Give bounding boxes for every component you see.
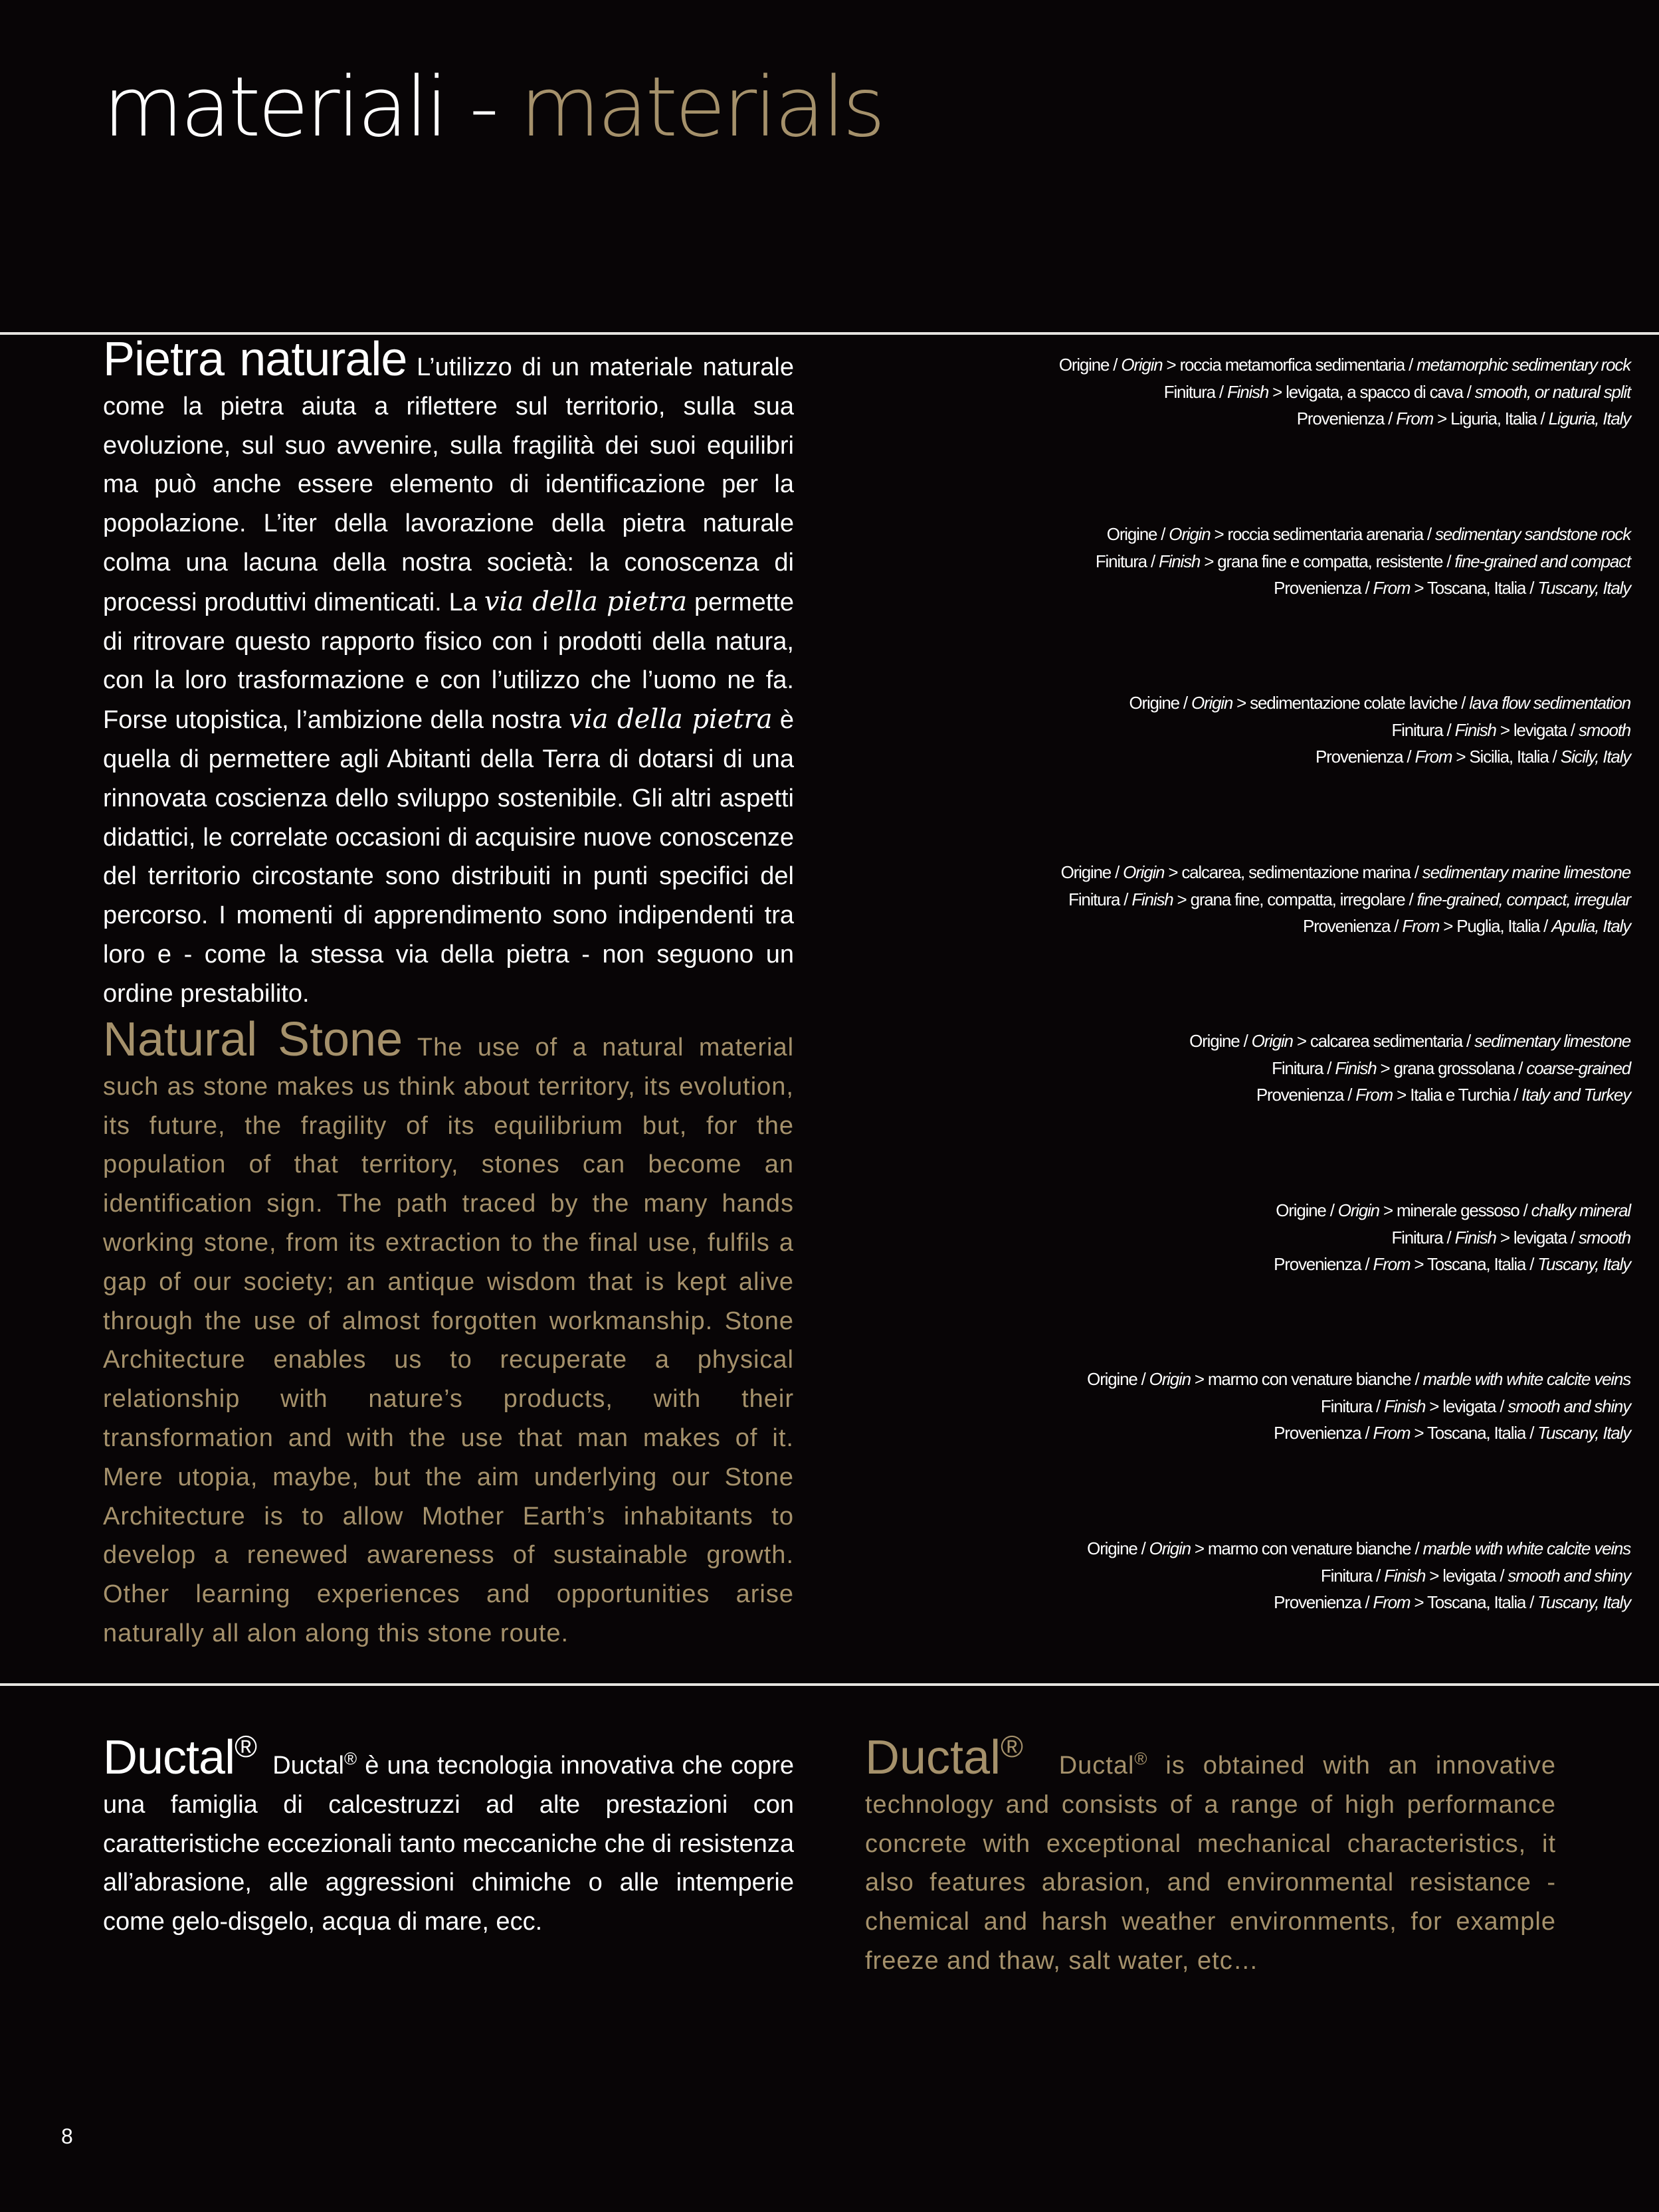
from-label: Provenienza / xyxy=(1274,1592,1369,1613)
origin-value-it: roccia metamorfica sedimentaria / xyxy=(1179,355,1413,375)
arrow: > xyxy=(1397,1085,1407,1105)
registered-mark: ® xyxy=(343,1748,357,1769)
spec-origin-line xyxy=(966,1028,1630,1055)
origin-label-en: Origin xyxy=(1191,693,1233,713)
origin-value-it: marmo con venature bianche / xyxy=(1207,1538,1419,1558)
from-value-it: Italia e Turchia / xyxy=(1410,1085,1518,1105)
spec-from-line xyxy=(966,1589,1630,1616)
spec-from-line xyxy=(966,743,1630,771)
origin-label-en: Origin xyxy=(1149,1538,1191,1558)
from-value-en: Sicily, Italy xyxy=(1560,747,1630,767)
from-value-it: Toscana, Italia / xyxy=(1426,1254,1534,1275)
finish-value-it: levigata / xyxy=(1442,1396,1504,1416)
ductal-italian-paragraph xyxy=(103,1729,794,1942)
pietra-naturale-paragraph xyxy=(103,333,795,1014)
finish-value-en: coarse-grained xyxy=(1526,1058,1630,1078)
from-label: Provenienza / xyxy=(1316,747,1411,767)
spec-finish-line xyxy=(966,548,1630,575)
arrow: > xyxy=(1296,1031,1306,1051)
from-value-en: Apulia, Italy xyxy=(1551,916,1630,937)
registered-mark: ® xyxy=(235,1729,256,1764)
from-value-it: Toscana, Italia / xyxy=(1426,1592,1534,1613)
arrow: > xyxy=(1414,578,1424,599)
origin-label: Origine / xyxy=(1276,1200,1334,1220)
arrow: > xyxy=(1272,381,1282,402)
origin-label: Origine / xyxy=(1087,1369,1145,1389)
from-label: Provenienza / xyxy=(1274,1254,1369,1275)
spec-finish-line xyxy=(966,886,1630,913)
spec-finish-line xyxy=(966,1393,1630,1420)
from-label-en: From xyxy=(1402,916,1440,937)
origin-label-en: Origin xyxy=(1337,1200,1379,1220)
natural-stone-heading: Natural Stone xyxy=(103,1013,403,1066)
origin-label: Origine / xyxy=(1189,1031,1248,1051)
registered-mark: ® xyxy=(1134,1748,1148,1769)
finish-value-it: levigata, a spacco di cava / xyxy=(1286,381,1471,402)
arrow: > xyxy=(1429,1565,1439,1586)
from-label: Provenienza / xyxy=(1296,409,1393,429)
spec-finish-line xyxy=(966,717,1630,744)
origin-label-en: Origin xyxy=(1169,524,1211,544)
spec-origin-line xyxy=(966,1535,1630,1562)
finish-value-it: levigata / xyxy=(1513,1227,1575,1247)
bottom-divider xyxy=(0,1683,1659,1686)
origin-label-en: Origin xyxy=(1251,1031,1293,1051)
origin-value-it: sedimentazione colate laviche / xyxy=(1250,693,1466,713)
from-value-en: Tuscany, Italy xyxy=(1537,1592,1630,1613)
pietra-text-3: è quella di permettere agli Abitanti della Terra di dotarsi di una rinnovata coscienza dello sviluppo sostenibile. Gli altri aspetti didattici, le correlate occasioni di acquisire nuove conoscenze del territorio circostante sono distribuiti in punti specifici del percorso. I momenti di apprendimento sono indipendenti tra loro e - come la stessa via della pietra - non seguono un ordine prestabilito. xyxy=(103,706,794,1008)
origin-label: Origine / xyxy=(1060,862,1120,882)
spec-from-line xyxy=(966,575,1630,602)
spec-origin-line xyxy=(966,1197,1630,1224)
finish-label-en: Finish xyxy=(1335,1058,1377,1078)
arrow: > xyxy=(1414,1254,1424,1275)
arrow: > xyxy=(1168,862,1178,882)
origin-value-it: minerale gessoso / xyxy=(1396,1200,1527,1220)
origin-value-it: marmo con venature bianche / xyxy=(1207,1369,1419,1389)
spec-block xyxy=(966,690,1630,771)
finish-value-en: smooth xyxy=(1578,719,1630,740)
origin-label: Origine / xyxy=(1058,355,1118,375)
finish-value-en: smooth and shiny xyxy=(1508,1396,1630,1416)
spec-block xyxy=(966,1197,1630,1278)
arrow: > xyxy=(1429,1396,1439,1416)
page-title-italian: materiali xyxy=(103,60,446,155)
spec-finish-line xyxy=(966,379,1630,406)
origin-value-en: sedimentary limestone xyxy=(1474,1031,1630,1051)
finish-label: Finitura / xyxy=(1095,551,1155,571)
from-value-en: Tuscany, Italy xyxy=(1537,1254,1630,1275)
finish-value-it: levigata / xyxy=(1442,1565,1504,1586)
pietra-text-2: permette di ritrovare questo rapporto fisico con i prodotti della natura, con la loro trasformazione e con l’utilizzo che l’uomo ne fa. Forse utopistica, l’ambizione della nostra xyxy=(103,588,795,735)
arrow: > xyxy=(1500,1227,1510,1247)
finish-label-en: Finish xyxy=(1384,1565,1426,1586)
origin-label: Origine / xyxy=(1129,693,1187,713)
arrow: > xyxy=(1456,747,1466,767)
finish-value-it: levigata / xyxy=(1513,719,1575,740)
pietra-naturale-heading: Pietra naturale xyxy=(103,333,407,386)
from-label-en: From xyxy=(1373,578,1411,599)
page-title-separator: - xyxy=(446,60,520,155)
finish-label-en: Finish xyxy=(1454,1227,1496,1247)
from-value-it: Toscana, Italia / xyxy=(1426,1423,1534,1443)
arrow: > xyxy=(1380,1058,1390,1078)
ductal-english-heading xyxy=(865,1731,1023,1784)
finish-label: Finitura / xyxy=(1391,1227,1451,1247)
page-title-english: materials xyxy=(520,60,883,155)
spec-from-line xyxy=(966,913,1630,940)
page-title xyxy=(103,61,883,154)
origin-value-en: lava flow sedimentation xyxy=(1469,693,1630,713)
from-label: Provenienza / xyxy=(1256,1085,1352,1105)
finish-label-en: Finish xyxy=(1159,551,1201,571)
arrow: > xyxy=(1437,409,1447,429)
finish-label-en: Finish xyxy=(1131,889,1173,909)
ductal-italian-text: è una tecnologia innovativa che copre una famiglia di calcestruzzi ad alte prestazioni con caratteristiche eccezionali tanto meccaniche che di resistenza all’abrasione, alle aggressioni chimiche o alle intemperie come gelo-disgelo, acqua di mare, ecc. xyxy=(103,1752,794,1936)
from-label-en: From xyxy=(1373,1592,1411,1613)
from-label-en: From xyxy=(1355,1085,1393,1105)
from-label: Provenienza / xyxy=(1274,1423,1369,1443)
spec-origin-line xyxy=(966,859,1630,886)
from-label: Provenienza / xyxy=(1274,578,1369,599)
spec-block xyxy=(966,859,1630,940)
page-number: 8 xyxy=(61,2124,73,2148)
from-value-it: Toscana, Italia / xyxy=(1426,578,1534,599)
from-label: Provenienza / xyxy=(1302,916,1399,937)
finish-value-en: smooth xyxy=(1578,1227,1630,1247)
spec-from-line xyxy=(966,1251,1630,1278)
arrow: > xyxy=(1236,693,1246,713)
origin-label-en: Origin xyxy=(1123,862,1165,882)
spec-from-line xyxy=(966,1081,1630,1109)
arrow: > xyxy=(1194,1538,1204,1558)
ductal-english-paragraph xyxy=(865,1729,1556,1981)
origin-value-en: sedimentary marine limestone xyxy=(1422,862,1630,882)
from-value-it: Puglia, Italia / xyxy=(1456,916,1548,937)
from-label-en: From xyxy=(1415,747,1452,767)
finish-value-en: smooth and shiny xyxy=(1508,1565,1630,1586)
arrow: > xyxy=(1500,719,1510,740)
arrow: > xyxy=(1414,1592,1424,1613)
finish-label-en: Finish xyxy=(1454,719,1496,740)
origin-value-en: sedimentary sandstone rock xyxy=(1435,524,1630,544)
finish-label: Finitura / xyxy=(1272,1058,1331,1078)
finish-value-it: grana fine e compatta, resistente / xyxy=(1217,551,1451,571)
from-value-en: Tuscany, Italy xyxy=(1537,1423,1630,1443)
origin-value-it: roccia sedimentaria arenaria / xyxy=(1227,524,1431,544)
arrow: > xyxy=(1177,889,1187,909)
from-value-en: Tuscany, Italy xyxy=(1537,578,1630,599)
spec-from-line xyxy=(966,405,1630,432)
finish-label: Finitura / xyxy=(1320,1396,1381,1416)
arrow: > xyxy=(1443,916,1453,937)
spec-from-line xyxy=(966,1420,1630,1447)
ductal-italian-heading xyxy=(103,1731,256,1784)
spec-origin-line xyxy=(966,521,1630,548)
from-label-en: From xyxy=(1373,1423,1411,1443)
spec-block xyxy=(966,1028,1630,1109)
finish-label: Finitura / xyxy=(1068,889,1128,909)
finish-value-it: grana fine, compatta, irregolare / xyxy=(1190,889,1413,909)
spec-block xyxy=(966,1366,1630,1447)
origin-label: Origine / xyxy=(1087,1538,1145,1558)
spec-origin-line xyxy=(966,1366,1630,1393)
finish-label-en: Finish xyxy=(1384,1396,1426,1416)
from-value-it: Sicilia, Italia / xyxy=(1469,747,1557,767)
arrow: > xyxy=(1414,1423,1424,1443)
arrow: > xyxy=(1166,355,1176,375)
spec-origin-line xyxy=(966,351,1630,379)
finish-label: Finitura / xyxy=(1163,381,1223,402)
spec-finish-line xyxy=(966,1562,1630,1590)
ductal-name: Ductal xyxy=(1058,1752,1135,1780)
origin-value-en: metamorphic sedimentary rock xyxy=(1416,355,1630,375)
finish-label: Finitura / xyxy=(1320,1565,1381,1586)
spec-origin-line xyxy=(966,690,1630,717)
finish-label-en: Finish xyxy=(1226,381,1269,402)
finish-value-en: smooth, or natural split xyxy=(1474,381,1630,402)
natural-stone-paragraph xyxy=(103,1013,795,1653)
from-value-en: Liguria, Italy xyxy=(1548,409,1630,429)
from-value-it: Liguria, Italia / xyxy=(1450,409,1545,429)
arrow: > xyxy=(1214,524,1224,544)
from-value-en: Italy and Turkey xyxy=(1521,1085,1630,1105)
finish-value-en: fine-grained, compact, irregular xyxy=(1416,889,1630,909)
spec-finish-line xyxy=(966,1055,1630,1082)
ductal-english-text: is obtained with an innovative technology and consists of a range of high performance concrete with exceptional mechanical characteristics, it also features abrasion, and environmental resistance -chemical and harsh weather environments, for example freeze and thaw, salt water, etc… xyxy=(865,1752,1556,1975)
pietra-text-1: L’utilizzo di un materiale naturale come la pietra aiuta a riflettere sul territorio, sulla sua evoluzione, sul suo avvenire, sulla fragilità dei suoi equilibri ma può anche essere elemento di identificazione per la popolazione. L’iter della lavorazione della pietra naturale colma una lacuna della nostra società: la conoscenza di processi produttivi dimenticati. La xyxy=(103,353,794,616)
ductal-heading-text: Ductal xyxy=(103,1731,235,1784)
from-label-en: From xyxy=(1373,1254,1411,1275)
origin-value-en: chalky mineral xyxy=(1531,1200,1630,1220)
origin-value-it: calcarea, sedimentazione marina / xyxy=(1181,862,1418,882)
arrow: > xyxy=(1194,1369,1204,1389)
spec-block xyxy=(966,351,1630,432)
origin-value-en: marble with white calcite veins xyxy=(1422,1369,1630,1389)
finish-value-it: grana grossolana / xyxy=(1393,1058,1523,1078)
arrow: > xyxy=(1383,1200,1393,1220)
natural-stone-text: The use of a natural material such as stone makes us think about territory, its evolution, its future, the fragility of its equilibrium but, for the population of that territory, stones can become an identification sign. The path traced by the many hands working stone, from its extraction to the final use, fulfils a gap of our society; an antique wisdom that is kept alive through the use of almost forgotten workmanship. Stone Architecture enables us to recuperate a physical relationship with nature’s products, with their transformation and with the use that man makes of it. Mere utopia, maybe, but the aim underlying our Stone Architecture is to allow Mother Earth’s inhabitants to develop a renewed awareness of sustainable growth. Other learning experiences and opportunities arise naturally all alon along this stone route. xyxy=(103,1034,795,1647)
spec-block xyxy=(966,1535,1630,1616)
via-della-pietra-phrase: via della pietra xyxy=(484,586,688,617)
spec-block xyxy=(966,521,1630,602)
origin-label: Origine / xyxy=(1106,524,1165,544)
from-label-en: From xyxy=(1396,409,1434,429)
arrow: > xyxy=(1204,551,1214,571)
spec-finish-line xyxy=(966,1224,1630,1251)
finish-label: Finitura / xyxy=(1391,719,1451,740)
via-della-pietra-phrase: via della pietra xyxy=(569,704,773,735)
registered-mark: ® xyxy=(1001,1729,1023,1764)
ductal-name: Ductal xyxy=(272,1752,344,1780)
origin-value-it: calcarea sedimentaria / xyxy=(1310,1031,1471,1051)
origin-value-en: marble with white calcite veins xyxy=(1422,1538,1630,1558)
finish-value-en: fine-grained and compact xyxy=(1454,551,1630,571)
ductal-heading-text: Ductal xyxy=(865,1731,1001,1784)
origin-label-en: Origin xyxy=(1149,1369,1191,1389)
origin-label-en: Origin xyxy=(1121,355,1163,375)
